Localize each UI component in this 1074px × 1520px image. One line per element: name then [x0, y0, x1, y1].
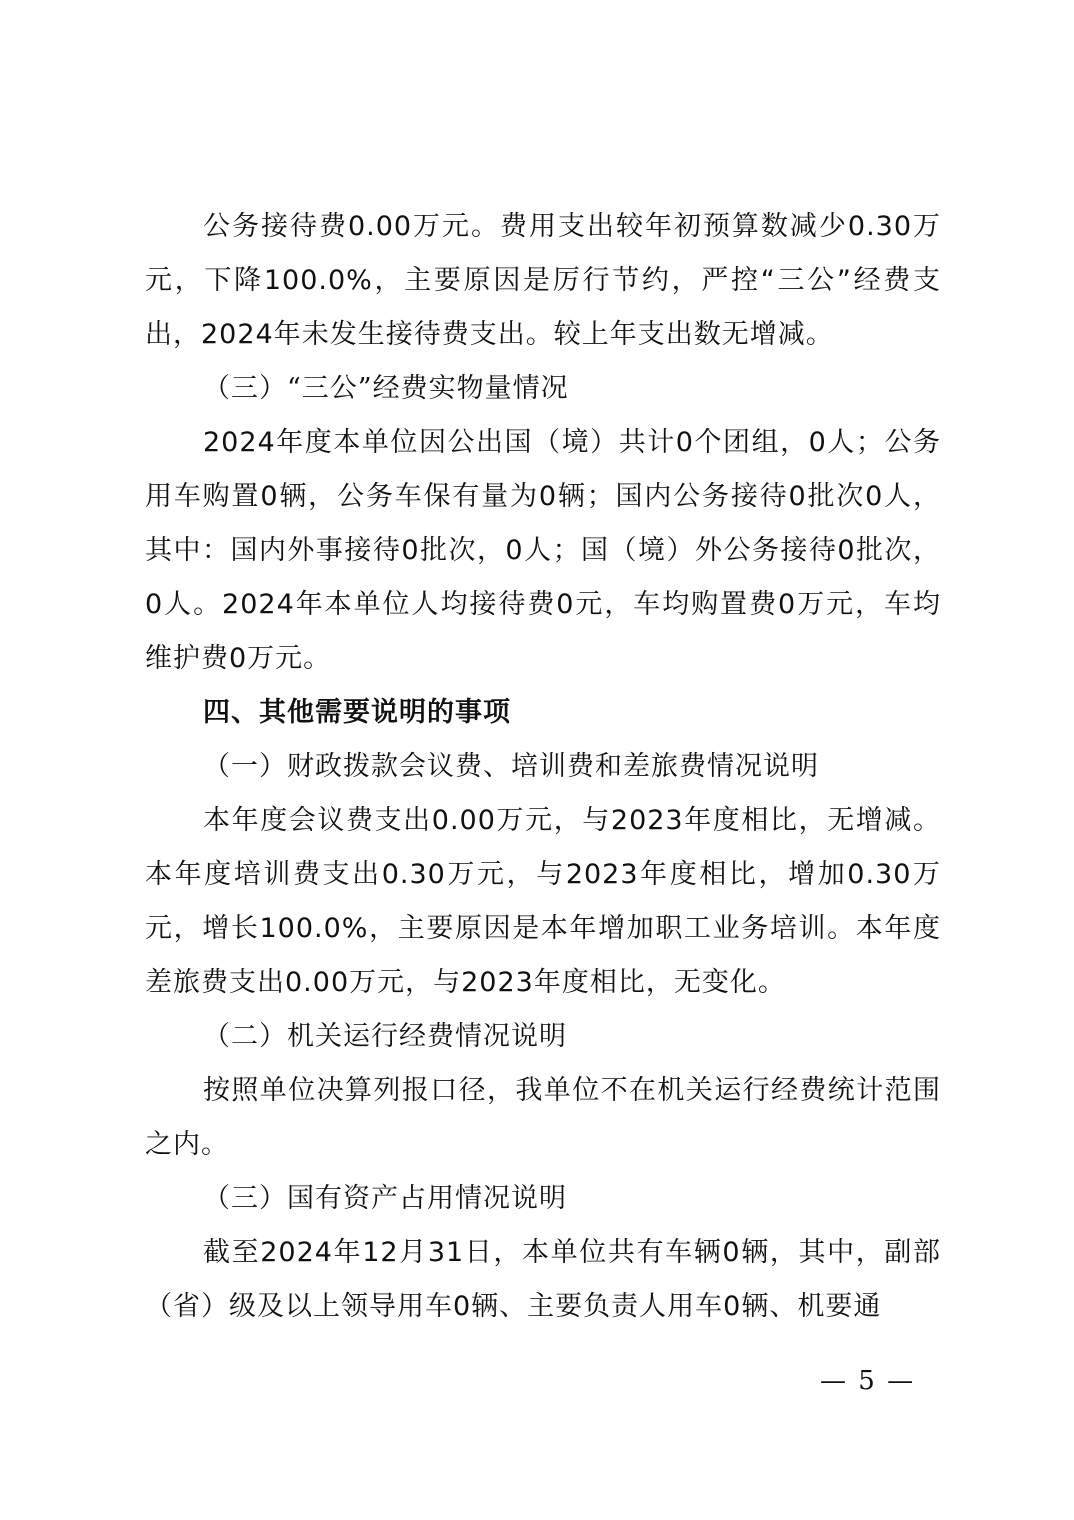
subheading-operating-expenses: （二）机关运行经费情况说明 — [203, 1021, 567, 1052]
paragraph-operating-expenses: 按照单位决算列报口径，我单位不在机关运行经费统计范围之内。 — [145, 1075, 941, 1160]
document-body — [145, 200, 941, 1334]
paragraph-meeting-training-travel: 本年度会议费支出0.00万元，与2023年度相比，无增减。本年度培训费支出0.30万元，与2023年度相比，增加0.30万元，增长100.0%，主要原因是本年增加职工业务培训。本年度差旅费支出0.00万元，与2023年度相比，无变化。 — [145, 805, 941, 998]
subheading-state-assets: （三）国有资产占用情况说明 — [203, 1183, 567, 1214]
paragraph-state-assets: 截至2024年12月31日，本单位共有车辆0辆，其中，副部（省）级及以上领导用车0辆、主要负责人用车0辆、机要通 — [145, 1237, 941, 1322]
paragraph-three-public-physical: 2024年度本单位因公出国（境）共计0个团组，0人；公务用车购置0辆，公务车保有量为0辆；国内公务接待0批次0人，其中：国内外事接待0批次，0人；国（境）外公务接待0批次，0人。2024年本单位人均接待费0元，车均购置费0万元，车均维护费0万元。 — [145, 427, 941, 674]
subheading-three-public-physical: （三）“三公”经费实物量情况 — [203, 373, 569, 404]
paragraph-reception-expense: 公务接待费0.00万元。费用支出较年初预算数减少0.30万元，下降100.0%，主要原因是厉行节约，严控“三公”经费支出，2024年未发生接待费支出。较上年支出数无增减。 — [145, 211, 941, 350]
section-heading-other-matters: 四、其他需要说明的事项 — [203, 697, 511, 728]
subheading-meeting-training-travel: （一）财政拨款会议费、培训费和差旅费情况说明 — [203, 751, 819, 782]
page-number: — 5 — — [820, 1366, 916, 1396]
